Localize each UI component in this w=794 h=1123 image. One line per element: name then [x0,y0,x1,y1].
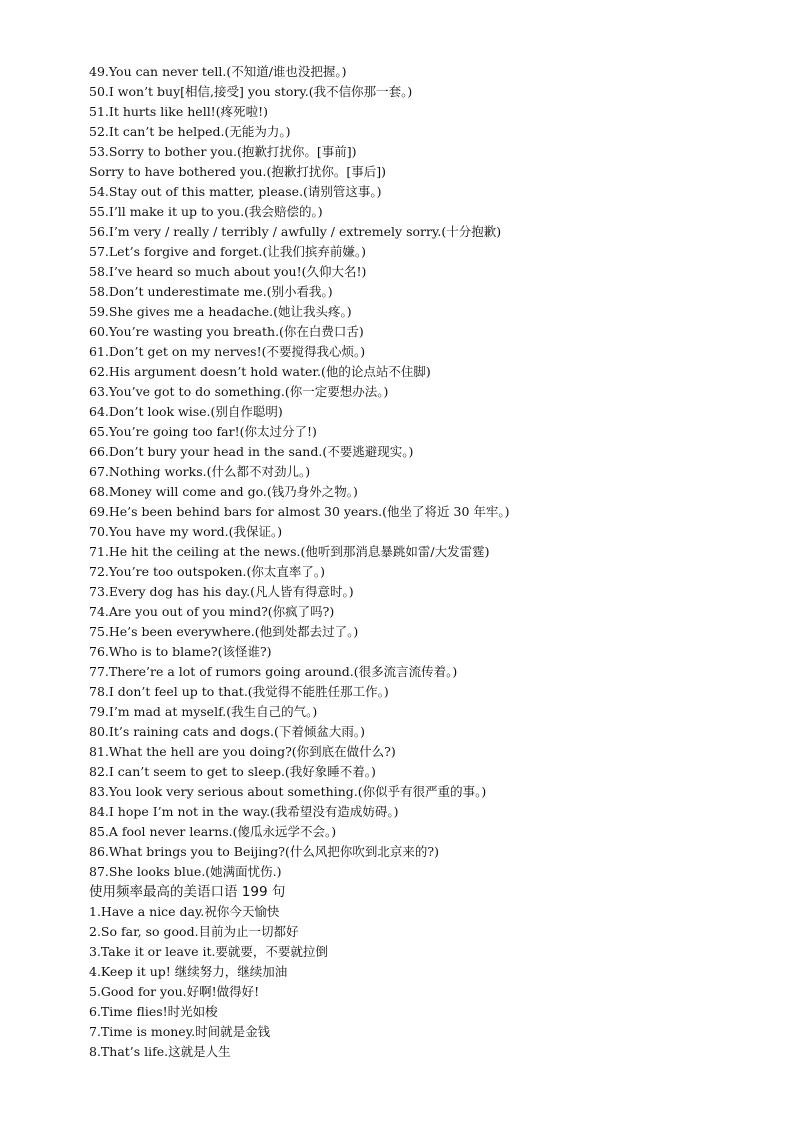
phrase-line: 1.Have a nice day.祝你今天愉快 [89,904,280,919]
phrase-line: 81.What the hell are you doing?(你到底在做什么?) [89,744,396,759]
phrase-line: 50.I won’t buy[相信,接受] you story.(我不信你那一套。) [89,84,413,99]
phrase-line: 78.I don’t feel up to that.(我觉得不能胜任那工作。) [89,684,389,699]
phrase-line: 70.You have my word.(我保证。) [89,524,283,539]
phrase-line: 63.You’ve got to do something.(你一定要想办法。) [89,384,389,399]
phrase-line: 57.Let’s forgive and forget.(让我们摈弃前嫌。) [89,244,367,259]
phrase-line: 85.A fool never learns.(傻瓜永远学不会。) [89,824,337,839]
phrase-line: 3.Take it or leave it.要就要，不要就拉倒 [89,944,328,959]
phrase-line: 83.You look very serious about something.(你似乎有很严重的事。) [89,784,487,799]
phrase-line: 86.What brings you to Beijing?(什么风把你吹到北京来的?) [89,844,439,859]
phrase-line: 77.There’re a lot of rumors going around.(很多流言流传着。) [89,664,458,679]
phrase-line: 52.It can’t be helped.(无能为力。) [89,124,291,139]
phrase-line: 53.Sorry to bother you.(抱歉打扰你。[事前]) [89,144,357,159]
phrase-line: 58.Don’t underestimate me.(别小看我。) [89,284,333,299]
phrase-line: 60.You’re wasting you breath.(你在白费口舌) [89,324,364,339]
phrase-line: 54.Stay out of this matter, please.(请别管这事。) [89,184,382,199]
phrase-line: 82.I can’t seem to get to sleep.(我好象睡不着。) [89,764,376,779]
phrase-line: 58.I’ve heard so much about you!(久仰大名!) [89,264,367,279]
phrase-line: 2.So far, so good.目前为止一切都好 [89,924,299,939]
phrase-line: 56.I’m very / really / terribly / awfully / extremely sorry.(十分抱歉) [89,224,502,239]
phrase-line: 72.You’re too outspoken.(你太直率了。) [89,564,326,579]
phrase-line: 71.He hit the ceiling at the news.(他听到那消息暴跳如雷/大发雷霆) [89,544,490,559]
phrase-line: 80.It’s raining cats and dogs.(下着倾盆大雨。) [89,724,365,739]
phrase-line: 4.Keep it up! 继续努力，继续加油 [89,964,288,979]
section-heading: 使用频率最高的美语口语 199 句 [89,884,286,900]
phrase-line: 84.I hope I’m not in the way.(我希望没有造成妨碍。) [89,804,399,819]
phrase-line: 76.Who is to blame?(该怪谁?) [89,644,272,659]
phrase-line: 64.Don’t look wise.(别自作聪明) [89,404,283,419]
phrase-line: 79.I’m mad at myself.(我生自己的气。) [89,704,318,719]
phrase-line: 73.Every dog has his day.(凡人皆有得意时。) [89,584,354,599]
phrase-line: 8.That’s life.这就是人生 [89,1044,231,1059]
phrase-line: 74.Are you out of you mind?(你疯了吗?) [89,604,335,619]
document-page [89,62,749,1062]
phrase-line: 6.Time flies!时光如梭 [89,1004,218,1019]
phrase-line: 87.She looks blue.(她满面忧伤.) [89,864,282,879]
phrase-line: 55.I’ll make it up to you.(我会赔偿的。) [89,204,323,219]
phrase-line: Sorry to have bothered you.(抱歉打扰你。[事后]) [89,164,386,179]
phrase-line: 75.He’s been everywhere.(他到处都去过了。) [89,624,359,639]
phrase-line: 5.Good for you.好啊!做得好! [89,984,260,999]
phrase-line: 7.Time is money.时间就是金钱 [89,1024,271,1039]
phrase-line: 51.It hurts like hell!(疼死啦!) [89,104,268,119]
phrase-line: 67.Nothing works.(什么都不对劲儿。) [89,464,311,479]
phrase-list-part1 [89,62,749,882]
phrase-line: 61.Don’t get on my nerves!(不要搅得我心烦。) [89,344,366,359]
phrase-line: 69.He’s been behind bars for almost 30 years.(他坐了将近 30 年牢。) [89,504,510,519]
phrase-line: 65.You’re going too far!(你太过分了!) [89,424,317,439]
phrase-line: 62.His argument doesn’t hold water.(他的论点站不住脚) [89,364,431,379]
phrase-line: 59.She gives me a headache.(她让我头疼。) [89,304,352,319]
phrase-line: 66.Don’t bury your head in the sand.(不要逃避现实。) [89,444,414,459]
phrase-line: 68.Money will come and go.(钱乃身外之物。) [89,484,358,499]
phrase-line: 49.You can never tell.(不知道/谁也没把握。) [89,64,347,79]
phrase-list-part2 [89,902,749,1062]
